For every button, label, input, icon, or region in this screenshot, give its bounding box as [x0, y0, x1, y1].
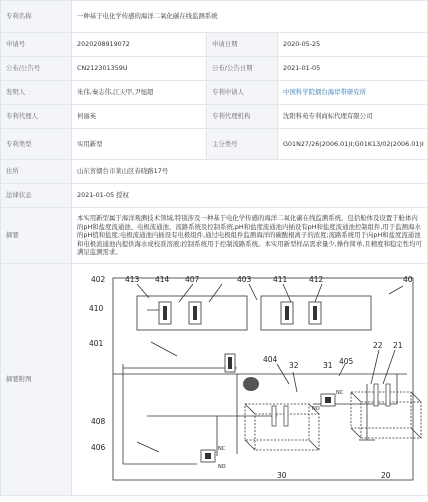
agency: 沈阳科苑专利商标代理有限公司: [278, 105, 428, 129]
legal-status: 2021-01-05 授权: [72, 184, 428, 208]
figure-label-21: 21: [393, 341, 403, 350]
label-abstract: 摘要: [1, 208, 72, 264]
row-figure: [1, 264, 428, 496]
figure-label-413: 413: [125, 275, 140, 284]
figure-label-404: 404: [263, 355, 278, 364]
label-app-no: 申请号: [1, 33, 72, 57]
figure-label-412: 412: [309, 275, 324, 284]
label-type: 专利类型: [1, 129, 72, 160]
pub-date: 2021-01-05: [278, 57, 428, 81]
figure-label-411: 411: [273, 275, 288, 284]
agent: 何丽英: [72, 105, 207, 129]
figure-label-414: 414: [155, 275, 170, 284]
label-agency: 专利代理机构: [207, 105, 278, 129]
pub-no: CN212301359U: [72, 57, 207, 81]
figure-label-407: 407: [185, 275, 200, 284]
abstract-text: 本实用新型属于海洋观测技术领域,特别涉及一种基于电化学传感的海洋二氧化碳在线监测系统。包括舱体及设置于舱体内的pH和盐度流通池、电极流通池、流路系统及控制系统,pH和盐度流通池内插设有pH和盐度流通池控制组件,用于监测海水的pH值和盐度;电极流通池内插设有电极组件,通过电极组件监测海洋的碳酸根离子的浓度;流路系统用于向pH和盐度流通池和电极流通池内提供海水或校准溶液;控制系统用于控制流路系统。本实用新型样品需求量少,操作简单,且精度和稳定性均可满足监测需求。: [72, 208, 428, 264]
figure-cell: [72, 264, 428, 496]
applicant-link[interactable]: 中国科学院烟台海岸带研究所: [278, 81, 428, 105]
row-inventor: [1, 81, 428, 105]
pump-404-icon: [243, 377, 259, 391]
figure-label-403: 403: [237, 275, 252, 284]
row-status: [1, 184, 428, 208]
label-pub-no: 公布/公告号: [1, 57, 72, 81]
label-inventor: 发明人: [1, 81, 72, 105]
figure-label-405: 405: [339, 357, 354, 366]
figure-label-22: 22: [373, 341, 383, 350]
row-address: [1, 160, 428, 184]
app-date: 2020-05-25: [278, 33, 428, 57]
abstract-figure-diagram: [77, 264, 428, 492]
label-name: 专利名称: [1, 1, 72, 33]
figure-label-408: 408: [91, 417, 106, 426]
valve-406-nc-label: NC: [218, 446, 226, 452]
patent-title: 一种基于电化学传感的海洋二氧化碳在线监测系统: [72, 1, 428, 33]
row-abstract: [1, 208, 428, 264]
label-pub-date: 公布/公告日期: [207, 57, 278, 81]
row-agent: [1, 105, 428, 129]
valve-405-nc-label: NC: [336, 390, 344, 396]
label-address: 住所: [1, 160, 72, 184]
figure-label-31: 31: [323, 361, 333, 370]
label-figure: 摘要附图: [1, 264, 72, 496]
row-type: [1, 129, 428, 160]
row-name: [1, 1, 428, 33]
valve-406-no-label: NO: [218, 464, 226, 470]
figure-label-30: 30: [277, 471, 287, 480]
label-applicant: 专利申请人: [207, 81, 278, 105]
label-app-date: 申请日期: [207, 33, 278, 57]
figure-label-401: 401: [89, 339, 104, 348]
label-agent: 专利代理人: [1, 105, 72, 129]
figure-label-402: 402: [91, 275, 106, 284]
flow-cell-30: [245, 404, 319, 450]
valve-405-no-label: NO: [312, 406, 320, 412]
figure-label-410: 410: [89, 304, 104, 313]
figure-label-40: 40: [403, 275, 413, 284]
figure-label-32: 32: [289, 361, 299, 370]
patent-type: 实用新型: [72, 129, 207, 160]
label-ipc: 主分类号: [207, 129, 278, 160]
app-no: 2020208919072: [72, 33, 207, 57]
row-app: [1, 33, 428, 57]
figure-label-20: 20: [381, 471, 391, 480]
inventor: 朱伟,秦志伟,江天甲,尹旭超: [72, 81, 207, 105]
label-status: 法律状态: [1, 184, 72, 208]
row-pub: [1, 57, 428, 81]
figure-label-406: 406: [91, 443, 106, 452]
address: 山东省烟台市莱山区春晓路17号: [72, 160, 428, 184]
ipc-code: G01N27/26(2006.01)I;G01K13/02(2006.01)I: [278, 129, 428, 160]
